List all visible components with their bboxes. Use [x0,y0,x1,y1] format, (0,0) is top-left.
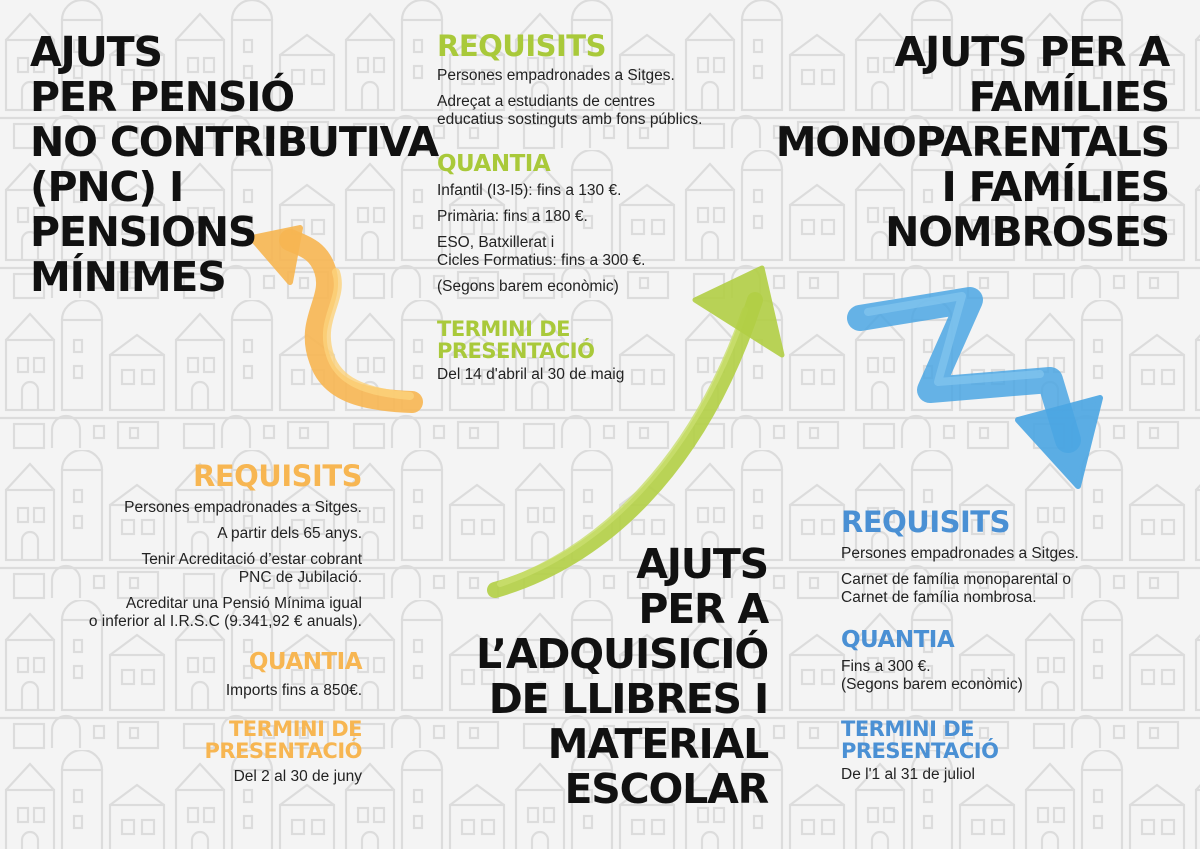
families-requisits-list [841,545,1171,607]
families-title-line: MONOPARENTALS [775,118,1169,166]
list-item-line: educatius sostinguts amb fons públics. [437,111,703,128]
list-item-line: Persones empadronades a Sitges. [124,499,362,516]
list-item [437,182,797,200]
families-title-line: NOMBROSES [885,208,1169,256]
families-quantia-list [841,658,1171,694]
llibres-title-line: PER A [638,585,768,633]
pnc-title-line: PENSIONS [30,208,257,256]
list-item-line: Infantil (I3-I5): fins a 130 €. [437,182,622,199]
heading-line: TERMINI DE [841,717,975,741]
list-item [32,682,362,700]
heading-line: PRESENTACIÓ [204,739,362,763]
pnc-title-line: (PNC) I [30,163,184,211]
list-item [32,768,362,786]
list-item-line: Fins a 300 €. [841,658,931,675]
families-title-line: I FAMÍLIES [941,163,1169,211]
pnc-title [30,30,438,300]
llibres-title [476,542,768,812]
list-item [32,595,362,631]
families-termini-list [841,766,1171,784]
list-item-line: Acreditar una Pensió Mínima igual [125,595,362,612]
list-item [32,525,362,543]
list-item [841,766,1171,784]
list-item-line: A partir dels 65 anys. [217,525,362,542]
list-item-line: Del 2 al 30 de juny [233,768,362,785]
list-item-line: Persones empadronades a Sitges. [841,545,1079,562]
list-item [437,93,797,129]
list-item [437,234,797,270]
llibres-title-line: DE LLIBRES I [488,675,768,723]
list-item-line: Carnet de família nombrosa. [841,589,1037,606]
list-item [841,658,1171,676]
list-item-line: De l'1 al 31 de juliol [841,766,975,783]
heading-line: TERMINI DE [437,317,571,341]
families-requisits-heading: REQUISITS [841,505,1010,539]
pnc-quantia-list [32,682,362,700]
list-item-line: Primària: fins a 180 €. [437,208,588,225]
list-item-line: (Segons barem econòmic) [841,676,1023,693]
list-item-line: Carnet de família monoparental o [841,571,1072,588]
list-item-line: ESO, Batxillerat i [437,234,555,251]
llibres-quantia-list [437,182,797,296]
llibres-title-line: L’ADQUISICIÓ [475,630,768,678]
pnc-termini-heading [32,718,362,762]
heading-line: TERMINI DE [228,717,362,741]
list-item [32,551,362,587]
families-title-line: FAMÍLIES [968,73,1169,121]
llibres-termini-heading [437,318,797,362]
llibres-requisits-heading: REQUISITS [437,29,606,63]
list-item [437,366,797,384]
pnc-requisits-list [32,499,362,631]
pnc-title-line: MÍNIMES [30,253,226,301]
pnc-title-line: NO CONTRIBUTIVA [30,118,438,166]
list-item [437,208,797,226]
list-item [841,571,1171,607]
llibres-title-line: AJUTS [636,540,768,588]
pnc-details [32,459,362,794]
families-quantia-heading: QUANTIA [841,627,955,653]
list-item-line: Adreçat a estudiants de centres [437,93,655,110]
list-item [437,67,797,85]
list-item-line: PNC de Jubilació. [238,569,362,586]
pnc-requisits-heading: REQUISITS [193,459,362,493]
llibres-details [437,29,797,392]
pnc-termini-list [32,768,362,786]
list-item-line: Tenir Acreditació d’estar cobrant [141,551,362,568]
list-item-line: (Segons barem econòmic) [437,278,619,295]
families-termini-heading [841,718,1171,762]
blue-zigzag-arrow [860,296,1100,486]
pnc-title-line: PER PENSIÓ [30,73,294,121]
pnc-title-line: AJUTS [30,28,162,76]
list-item-line: Imports fins a 850€. [225,682,362,699]
pnc-title-block [30,30,438,300]
list-item [841,676,1171,694]
heading-line: PRESENTACIÓ [841,739,999,763]
list-item [32,499,362,517]
llibres-title-block [476,542,768,812]
llibres-title-line: ESCOLAR [564,765,768,813]
list-item [841,545,1171,563]
llibres-title-line: MATERIAL [547,720,768,768]
families-details [841,505,1171,792]
llibres-requisits-list [437,67,797,129]
families-title [776,30,1169,255]
list-item-line: Del 14 d'abril al 30 de maig [437,366,625,383]
llibres-termini-list [437,366,797,384]
list-item-line: Persones empadronades a Sitges. [437,67,675,84]
families-title-line: AJUTS PER A [894,28,1169,76]
families-title-block [776,30,1169,255]
heading-line: PRESENTACIÓ [437,339,595,363]
list-item-line: o inferior al I.R.S.C (9.341,92 € anuals). [88,613,362,630]
list-item [437,278,797,296]
llibres-quantia-heading: QUANTIA [437,151,551,177]
list-item-line: Cicles Formatius: fins a 300 €. [437,252,646,269]
pnc-quantia-heading: QUANTIA [248,649,362,675]
